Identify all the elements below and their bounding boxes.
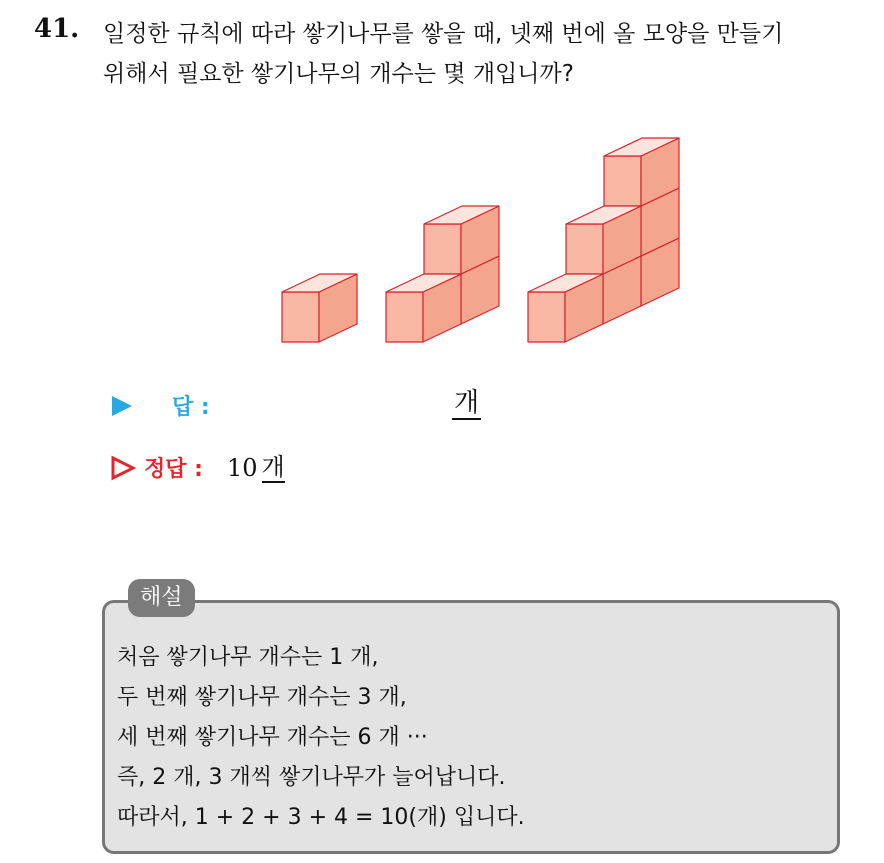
- correct-answer-row: [110, 452, 285, 483]
- answer-unit[interactable]: 개: [454, 388, 480, 418]
- play-arrow-icon: [110, 394, 134, 418]
- question-number: 41.: [34, 14, 80, 44]
- answer-row: [110, 390, 210, 421]
- answer-label: 답 :: [172, 395, 210, 420]
- cube-figure-3: [528, 274, 603, 342]
- outline-arrow-icon: [110, 455, 136, 481]
- stacked-cubes-figure: [270, 110, 690, 350]
- solution-line-5: 따라서, 1 + 2 + 3 + 4 = 10(개) 입니다.: [117, 805, 525, 830]
- question-text-line-1: 일정한 규칙에 따라 쌓기나무를 쌓을 때, 넷째 번에 올 모양을 만들기: [103, 21, 784, 47]
- cube-figure-1: [282, 274, 357, 342]
- solution-line-4: 즉, 2 개, 3 개씩 쌓기나무가 늘어납니다.: [117, 765, 506, 790]
- correct-answer-unit: 개: [261, 452, 285, 481]
- solution-line-3: 세 번째 쌓기나무 개수는 6 개 ···: [117, 725, 428, 750]
- correct-answer-label: 정답 :: [144, 457, 203, 482]
- solution-line-2: 두 번째 쌓기나무 개수는 3 개,: [117, 685, 407, 710]
- question-text-line-2: 위해서 필요한 쌓기나무의 개수는 몇 개입니까?: [103, 61, 574, 87]
- solution-line-1: 처음 쌓기나무 개수는 1 개,: [117, 645, 379, 670]
- solution-tag: 해설: [128, 579, 195, 617]
- correct-answer-value: 10: [226, 453, 258, 482]
- cube-figure-2: [386, 274, 461, 342]
